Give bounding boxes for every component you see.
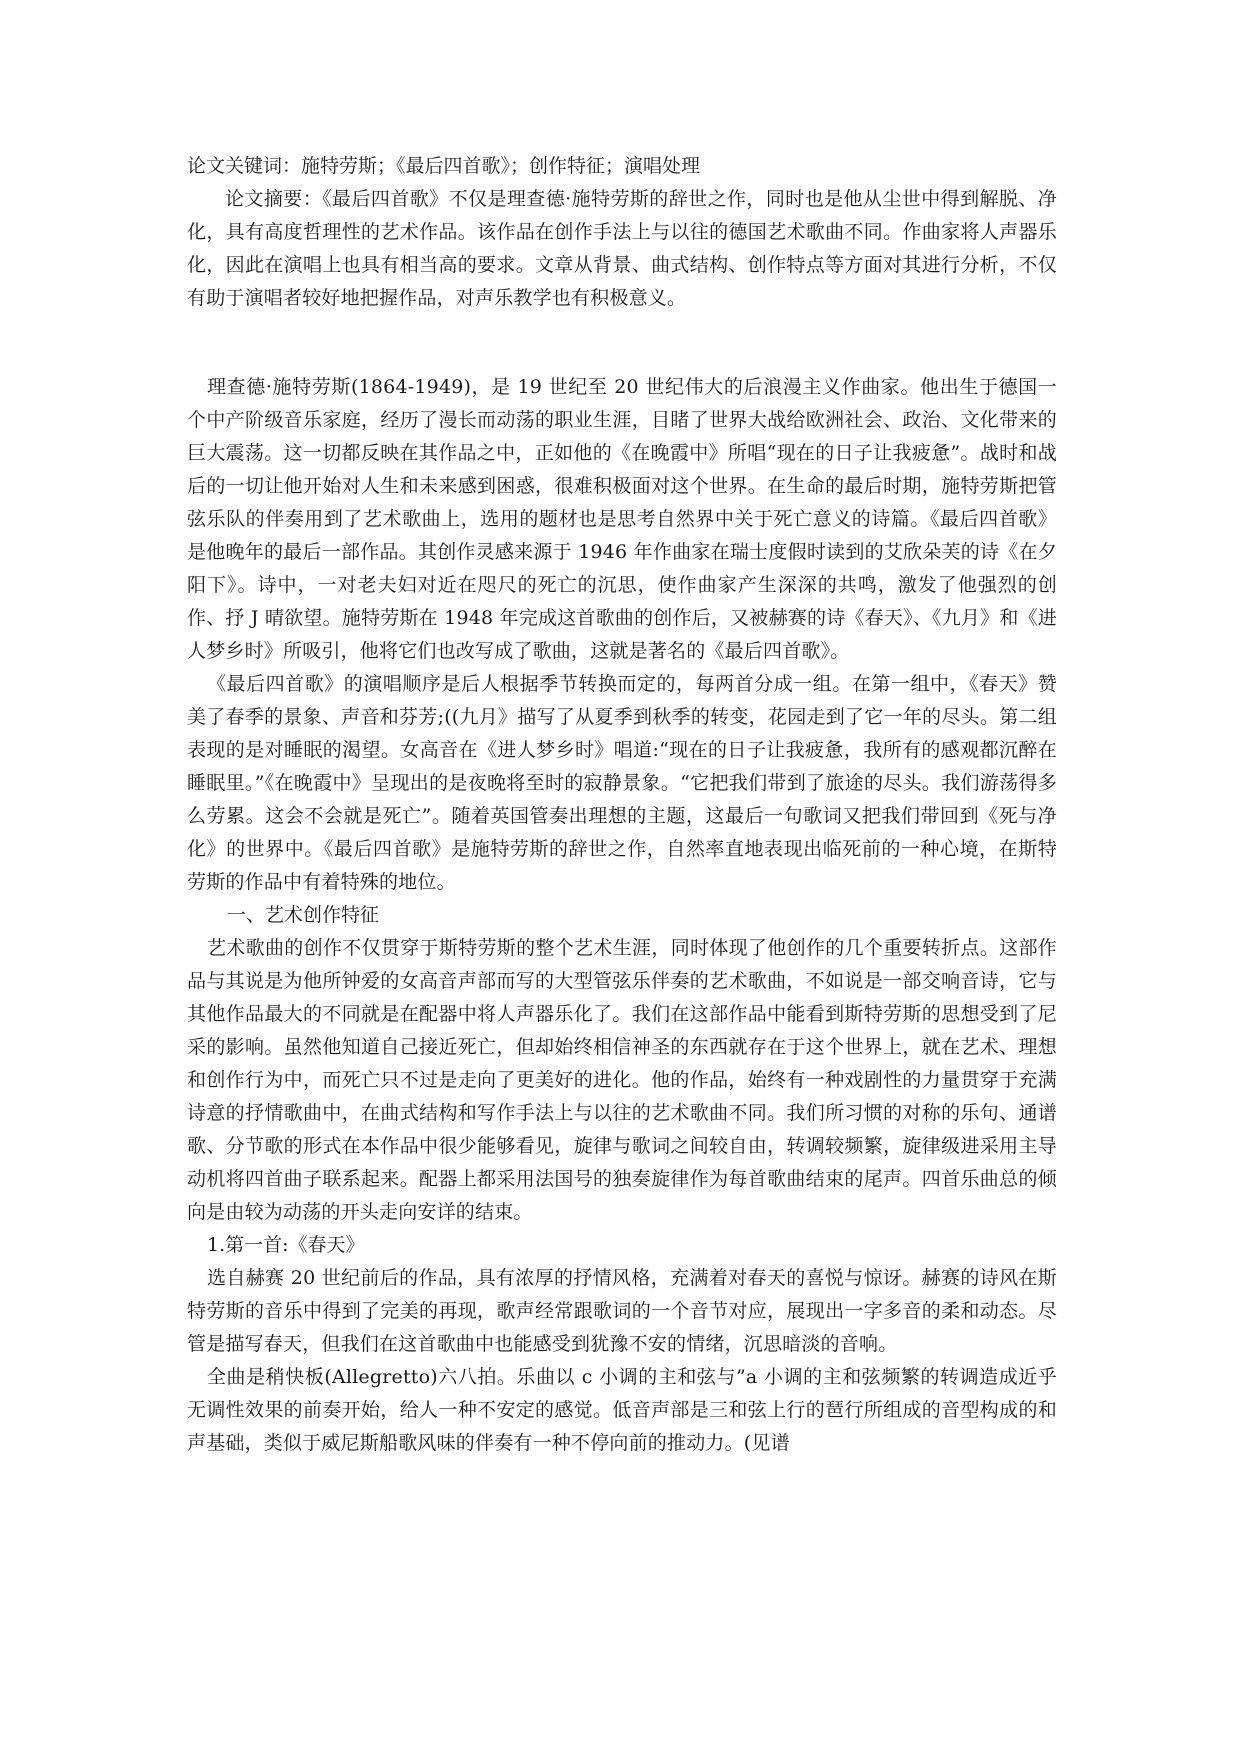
abstract-paragraph: 论文摘要：《最后四首歌》不仅是理查德·施特劳斯的辞世之作，同时也是他从尘世中得到解脱、净化，具有高度哲理性的艺术作品。该作品在创作手法上与以往的德国艺术歌曲不同。作曲家将人声器乐化，因此在演唱上也具有相当高的要求。文章从背景、曲式结构、创作特点等方面对其进行分析，不仅有助于演唱者较好地把握作品，对声乐教学也有积极意义。 (187, 188, 1057, 309)
section-heading-1: 一、艺术创作特征 (227, 904, 380, 926)
body-paragraph-2: 《最后四首歌》的演唱顺序是后人根据季节转换而定的，每两首分成一组。在第一组中，《春天》赞美了春季的景象、声音和芬芳;((九月》描写了从夏季到秋季的转变，花园走到了它一年的尽头。第二组表现的是对睡眠的渴望。女高音在《进人梦乡时》唱道:“现在的日子让我疲惫，我所有的感观都沉醉在睡眠里。”《在晚霞中》呈现出的是夜晚将至时的寂静景象。“它把我们带到了旅途的尽头。我们游荡得多么劳累。这会不会就是死亡”。随着英国管奏出理想的主题，这最后一句歌词又把我们带回到《死与净化》的世界中。《最后四首歌》是施特劳斯的辞世之作，自然率直地表现出临死前的一种心境，在斯特劳斯的作品中有着特殊的地位。 (187, 673, 1057, 893)
subsection-heading-1: 1.第一首:《春天》 (207, 1234, 365, 1256)
keywords-line: 论文关键词：施特劳斯；《最后四首歌》；创作特征；演唱处理 (187, 155, 701, 177)
body-paragraph-3: 艺术歌曲的创作不仅贯穿于斯特劳斯的整个艺术生涯，同时体现了他创作的几个重要转折点。这部作品与其说是为他所钟爱的女高音声部而写的大型管弦乐伴奏的艺术歌曲，不如说是一部交响音诗，它与其他作品最大的不同就是在配器中将人声器乐化了。我们在这部作品中能看到斯特劳斯的思想受到了尼采的影响。虽然他知道自己接近死亡，但却始终相信神圣的东西就存在于这个世界上，就在艺术、理想和创作行为中，而死亡只不过是走向了更美好的进化。他的作品，始终有一种戏剧性的力量贯穿于充满诗意的抒情歌曲中，在曲式结构和写作手法上与以往的艺术歌曲不同。我们所习惯的对称的乐句、通谱歌、分节歌的形式在本作品中很少能够看见，旋律与歌词之间较自由，转调较频繁，旋律级进采用主导动机将四首曲子联系起来。配器上都采用法国号的独奏旋律作为每首歌曲结束的尾声。四首乐曲总的倾向是由较为动荡的开头走向安详的结束。 (187, 937, 1057, 1223)
body-paragraph-1: 理查德·施特劳斯(1864-1949)，是 19 世纪至 20 世纪伟大的后浪漫主义作曲家。他出生于德国一个中产阶级音乐家庭，经历了漫长而动荡的职业生涯，目睹了世界大战给欧洲社会、政治、文化带来的巨大震荡。这一切都反映在其作品之中，正如他的《在晚霞中》所唱“现在的日子让我疲惫”。战时和战后的一切让他开始对人生和未来感到困惑，很难积极面对这个世界。在生命的最后时期，施特劳斯把管弦乐队的伴奏用到了艺术歌曲上，选用的题材也是思考自然界中关于死亡意义的诗篇。《最后四首歌》是他晚年的最后一部作品。其创作灵感来源于 1946 年作曲家在瑞士度假时读到的艾欣朵芙的诗《在夕阳下》。诗中，一对老夫妇对近在咫尺的死亡的沉思，使作曲家产生深深的共鸣，激发了他强烈的创作、抒 J 晴欲望。施特劳斯在 1948 年完成这首歌曲的创作后，又被赫赛的诗《春天》、《九月》和《进人梦乡时》所吸引，他将它们也改写成了歌曲，这就是著名的《最后四首歌》。 (187, 376, 1057, 662)
body-paragraph-5: 全曲是稍快板(Allegretto)六八拍。乐曲以 c 小调的主和弦与”a 小调的主和弦频繁的转调造成近乎无调性效果的前奏开始，给人一种不安定的感觉。低音声部是三和弦上行的琶行所组成的音型构成的和声基础，类似于威尼斯船歌风味的伴奏有一种不停向前的推动力。(见谱 (187, 1366, 1057, 1454)
body-paragraph-4: 选自赫赛 20 世纪前后的作品，具有浓厚的抒情风格，充满着对春天的喜悦与惊讶。赫赛的诗风在斯特劳斯的音乐中得到了完美的再现，歌声经常跟歌词的一个音节对应，展现出一字多音的柔和动态。尽管是描写春天，但我们在这首歌曲中也能感受到犹豫不安的情绪，沉思暗淡的音响。 (187, 1267, 1057, 1355)
section-spacer (187, 315, 1057, 371)
document-body (187, 150, 1057, 1460)
